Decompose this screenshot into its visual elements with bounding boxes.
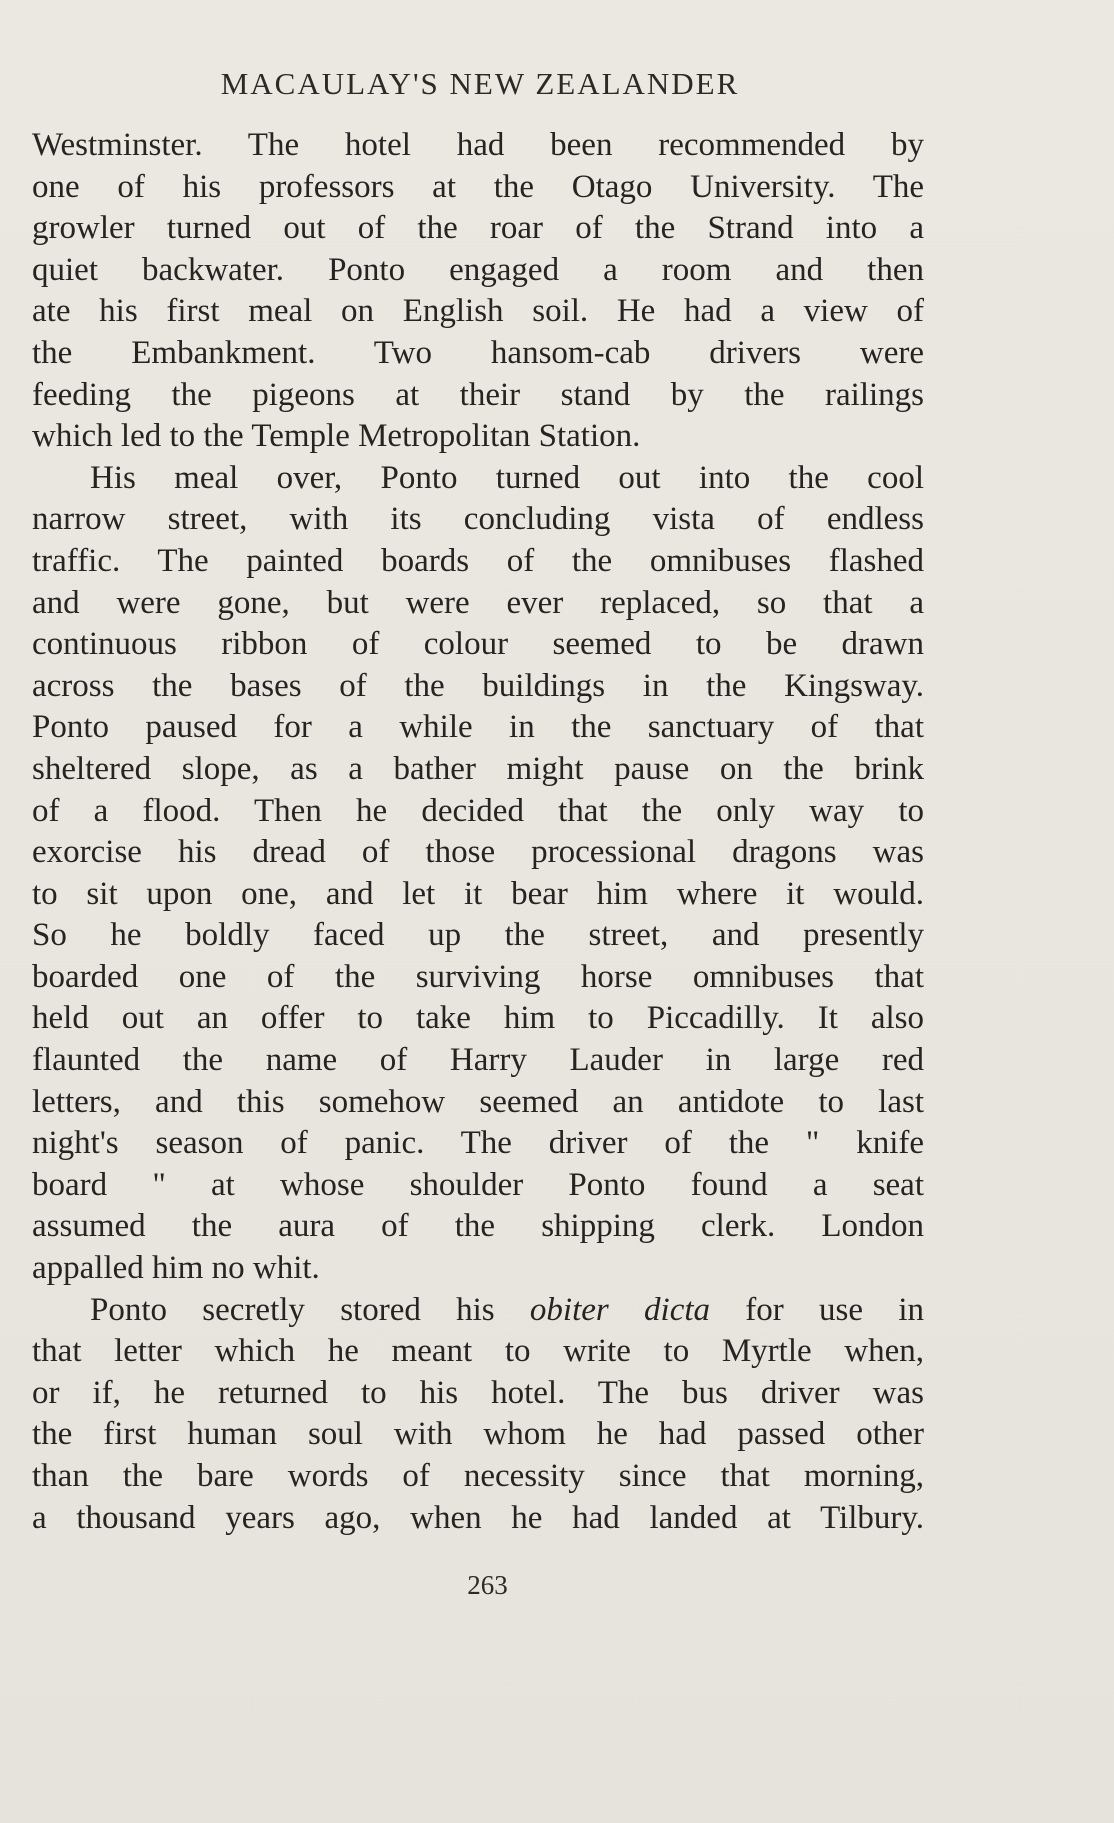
text-segment: for use in [710,1291,924,1328]
text-line: flaunted the name of Harry Lauder in large red [32,1042,924,1079]
text-line: across the bases of the buildings in the Kingsway. [32,667,924,704]
text-line: of a flood. Then he decided that the only way to [32,792,924,829]
page-number: 263 [467,1570,508,1600]
text-line: the Embankment. Two hansom-cab drivers were [32,334,924,371]
text-line: to sit upon one, and let it bear him where it would. [32,875,924,912]
text-line: appalled him no whit. [32,1250,320,1287]
text-segment: Ponto secretly stored his [90,1291,530,1328]
text-line: that letter which he meant to write to Myrtle when, [32,1333,924,1370]
text-line: His meal over, Ponto turned out into the cool [90,459,924,496]
text-line: So he boldly faced up the street, and presently [32,917,924,954]
text-line: or if, he returned to his hotel. The bus driver was [32,1374,924,1411]
text-line: a thousand years ago, when he had landed at Tilbury. [32,1499,924,1536]
body-text [32,125,924,1539]
text-line: sheltered slope, as a bather might pause on the brink [32,750,924,787]
text-line: one of his professors at the Otago University. The [32,168,924,205]
text-line: growler turned out of the roar of the Strand into a [32,210,924,247]
text-line: held out an offer to take him to Piccadilly. It also [32,1000,924,1037]
text-line: which led to the Temple Metropolitan Station. [32,418,641,455]
text-line: Ponto paused for a while in the sanctuary of that [32,709,924,746]
text-line: exorcise his dread of those processional dragons was [32,834,924,871]
running-head: MACAULAY'S NEW ZEALANDER [220,66,740,101]
text-line: board " at whose shoulder Ponto found a seat [32,1166,924,1203]
text-line: night's season of panic. The driver of the " knife [32,1125,924,1162]
text-line: feeding the pigeons at their stand by the railings [32,376,924,413]
text-line: quiet backwater. Ponto engaged a room and then [32,251,924,288]
text-line: traffic. The painted boards of the omnibuses flashed [32,542,924,579]
text-line: assumed the aura of the shipping clerk. London [32,1208,924,1245]
italic-phrase: obiter dicta [529,1291,711,1328]
text-line: and were gone, but were ever replaced, so that a [32,584,924,621]
text-line: continuous ribbon of colour seemed to be drawn [32,626,924,663]
text-line: than the bare words of necessity since that morning, [32,1458,924,1494]
text-line: letters, and this somehow seemed an antidote to last [32,1083,924,1120]
text-line: the first human soul with whom he had passed other [32,1416,924,1453]
text-line-italic [32,1290,924,1332]
text-line: ate his first meal on English soil. He had a view of [32,293,924,330]
text-line: narrow street, with its concluding vista of endless [32,501,924,538]
text-line: Westminster. The hotel had been recommended by [32,127,924,163]
text-line: boarded one of the surviving horse omnibuses that [32,958,924,995]
